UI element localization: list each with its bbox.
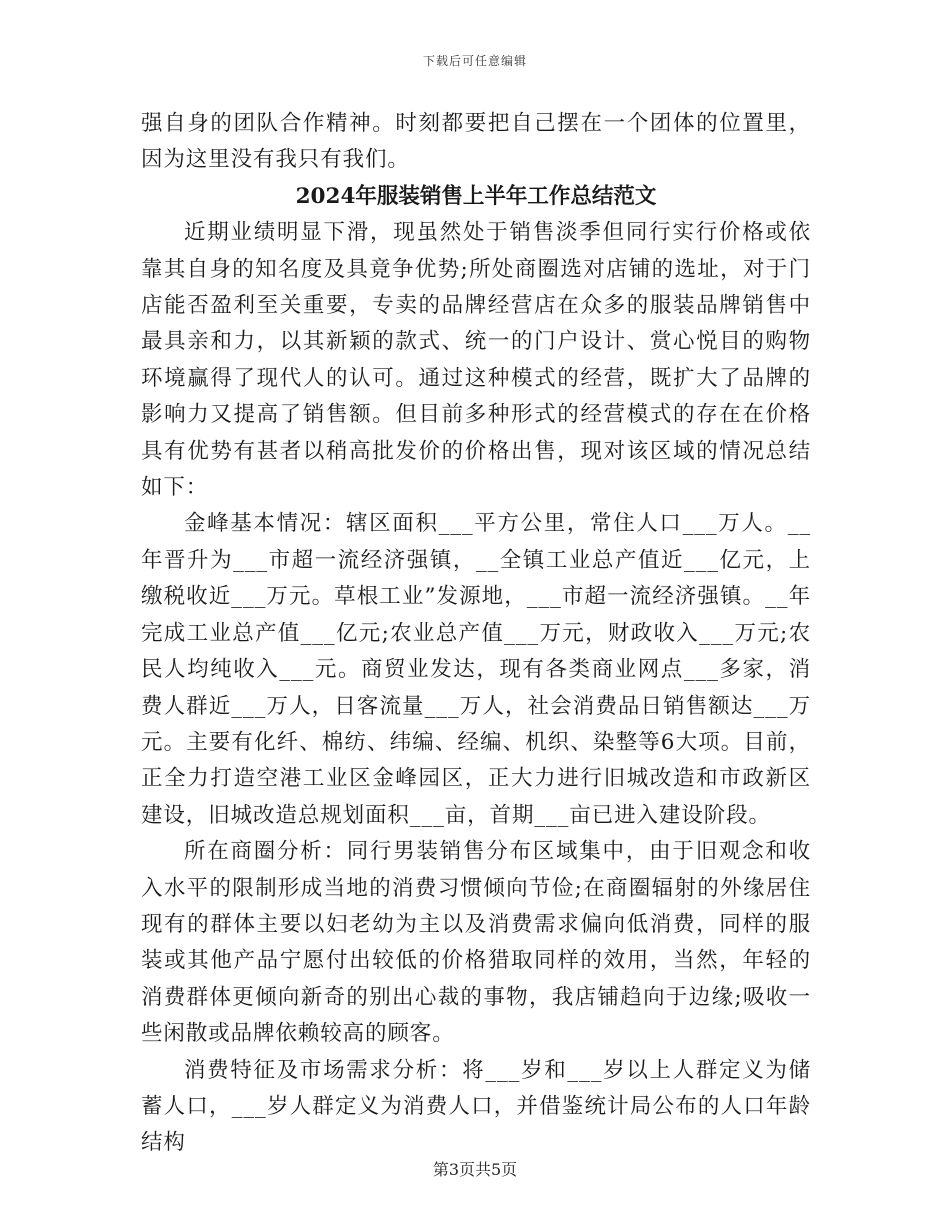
- paragraph-performance-overview: 近期业绩明显下滑，现虽然处于销售淡季但同行实行价格或依靠其自身的知名度及具竟争优势;所处商圈选对店铺的选址，对于门店能否盈利至关重要，专卖的品牌经营店在众多的服装品牌销售中最具亲和力，以其新颖的款式、统一的门户设计、赏心悦目的购物环境赢得了现代人的认可。通过这种模式的经营，既扩大了品牌的影响力又提高了销售额。但目前多种形式的经营模式的存在在价格具有优势有甚者以稍高批发价的价格出售，现对该区域的情况总结如下：: [141, 220, 811, 501]
- paragraph-consumer-analysis: 消费特征及市场需求分析：将___岁和___岁以上人群定义为储蓄人口，___岁人群定义为消费人口，并借鉴统计局公布的人口年龄结构: [141, 1057, 811, 1156]
- paragraph-jinfeng-basics: 金峰基本情况：辖区面积___平方公里，常住人口___万人。__年晋升为___市超一流经济强镇，__全镇工业总产值近___亿元，上缴税收近___万元。草根工业”发源地，___市超一流经济强镇。__年完成工业总产值___亿元;农业总产值___万元，财政收入___万元;农民人均纯收入___元。商贸业发达，现有各类商业网点___多家，消费人群近___万人，日客流量___万人，社会消费品日销售额达___万元。主要有化纤、棉纺、纬编、经编、机织、染整等6大项。目前，正全力打造空港工业区金峰园区，正大力进行旧城改造和市政新区建设，旧城改造总规划面积___亩，首期___亩已进入建设阶段。: [141, 511, 811, 828]
- page-footer-number: 第3页共5页: [432, 1160, 518, 1179]
- document-body: [141, 106, 811, 1162]
- intro-paragraph: 强自身的团队合作精神。时刻都要把自己摆在一个团体的位置里，因为这里没有我只有我们。: [141, 111, 811, 173]
- document-title: 2024年服装销售上半年工作总结范文: [295, 183, 657, 209]
- paragraph-trade-area-analysis: 所在商圈分析：同行男装销售分布区域集中，由于旧观念和收入水平的限制形成当地的消费习惯倾向节俭;在商圈辐射的外缘居住现有的群体主要以妇老幼为主以及消费需求偏向低消费，同样的服装或其他产品宁愿付出较低的价格猎取同样的效用，当然，年轻的消费群体更倾向新奇的别出心裁的事物，我店铺趋向于边缘;吸收一些闲散或品牌依赖较高的顾客。: [141, 839, 811, 1047]
- page-header-note: 下载后可任意编辑: [422, 54, 527, 68]
